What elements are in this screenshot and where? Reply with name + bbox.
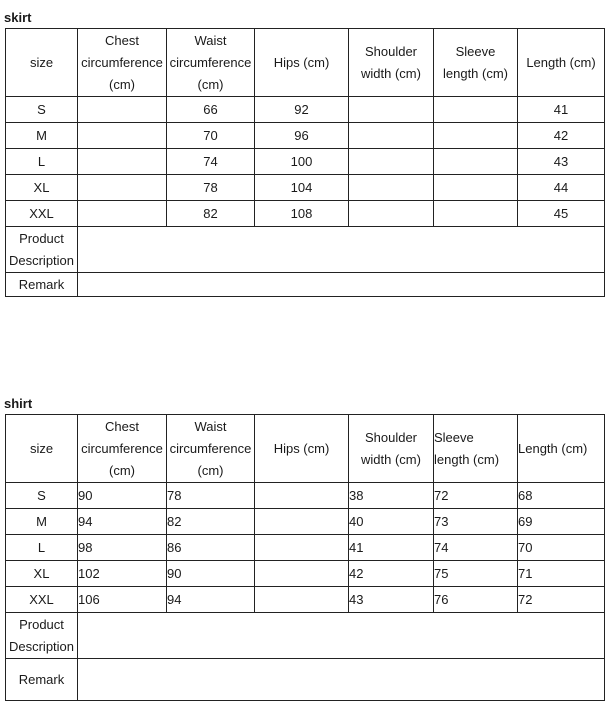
cell-waist: 94 bbox=[167, 587, 255, 613]
header-waist-line3: (cm) bbox=[197, 462, 224, 478]
table-row bbox=[6, 587, 605, 613]
cell-length: 44 bbox=[518, 175, 605, 201]
cell-sleeve bbox=[434, 123, 518, 149]
cell-shoulder bbox=[349, 175, 434, 201]
cell-size: XL bbox=[6, 561, 78, 587]
header-shoulder bbox=[349, 415, 434, 483]
table-row bbox=[6, 509, 605, 535]
cell-chest: 106 bbox=[78, 587, 167, 613]
cell-sleeve: 74 bbox=[434, 535, 518, 561]
skirt-size-table bbox=[5, 28, 605, 297]
header-chest-line2: circumference bbox=[81, 54, 163, 70]
header-hips: Hips (cm) bbox=[255, 415, 349, 483]
cell-shoulder bbox=[349, 123, 434, 149]
table-row bbox=[6, 535, 605, 561]
header-shoulder bbox=[349, 29, 434, 97]
cell-shoulder bbox=[349, 201, 434, 227]
cell-hips bbox=[255, 535, 349, 561]
header-chest-line2: circumference bbox=[81, 440, 163, 456]
product-description-label-line2: Description bbox=[8, 252, 75, 268]
remark-label: Remark bbox=[6, 659, 78, 701]
cell-shoulder: 38 bbox=[349, 483, 434, 509]
cell-chest: 102 bbox=[78, 561, 167, 587]
table-row bbox=[6, 149, 605, 175]
cell-length: 41 bbox=[518, 97, 605, 123]
header-waist-line1: Waist bbox=[194, 32, 227, 48]
header-sleeve bbox=[434, 29, 518, 97]
cell-chest bbox=[78, 97, 167, 123]
cell-size: M bbox=[6, 509, 78, 535]
cell-sleeve: 76 bbox=[434, 587, 518, 613]
cell-chest bbox=[78, 175, 167, 201]
table-row bbox=[6, 483, 605, 509]
cell-length: 45 bbox=[518, 201, 605, 227]
cell-waist: 66 bbox=[167, 97, 255, 123]
table-row bbox=[6, 561, 605, 587]
remark-value bbox=[78, 659, 605, 701]
cell-size: M bbox=[6, 123, 78, 149]
header-chest bbox=[78, 29, 167, 97]
cell-waist: 82 bbox=[167, 201, 255, 227]
product-description-label bbox=[6, 613, 78, 659]
cell-hips: 96 bbox=[255, 123, 349, 149]
cell-length: 69 bbox=[518, 509, 605, 535]
header-hips: Hips (cm) bbox=[255, 29, 349, 97]
skirt-section-title: skirt bbox=[4, 10, 32, 25]
header-shoulder-line1: Shoulder bbox=[364, 43, 418, 59]
header-waist bbox=[167, 415, 255, 483]
header-sleeve-line2: length (cm) bbox=[442, 65, 509, 81]
cell-chest: 90 bbox=[78, 483, 167, 509]
remark-row bbox=[6, 659, 605, 701]
cell-hips: 104 bbox=[255, 175, 349, 201]
cell-length: 42 bbox=[518, 123, 605, 149]
cell-hips bbox=[255, 561, 349, 587]
header-chest-line1: Chest bbox=[105, 32, 139, 48]
cell-size: XXL bbox=[6, 201, 78, 227]
header-sleeve-line2: length (cm) bbox=[434, 451, 500, 467]
cell-hips: 92 bbox=[255, 97, 349, 123]
cell-hips: 100 bbox=[255, 149, 349, 175]
cell-hips bbox=[255, 509, 349, 535]
remark-label: Remark bbox=[6, 273, 78, 297]
header-chest-line1: Chest bbox=[105, 418, 139, 434]
header-chest bbox=[78, 415, 167, 483]
product-description-label-line1: Product bbox=[19, 230, 64, 246]
remark-value bbox=[78, 273, 605, 297]
header-waist-line2: circumference bbox=[169, 54, 252, 70]
cell-shoulder: 43 bbox=[349, 587, 434, 613]
product-description-row bbox=[6, 227, 605, 273]
cell-waist: 74 bbox=[167, 149, 255, 175]
remark-row bbox=[6, 273, 605, 297]
cell-shoulder: 41 bbox=[349, 535, 434, 561]
cell-size: S bbox=[6, 97, 78, 123]
product-description-row bbox=[6, 613, 605, 659]
cell-hips bbox=[255, 587, 349, 613]
cell-sleeve bbox=[434, 149, 518, 175]
cell-chest bbox=[78, 123, 167, 149]
product-description-value bbox=[78, 613, 605, 659]
header-shoulder-line1: Shoulder bbox=[364, 429, 418, 445]
cell-length: 68 bbox=[518, 483, 605, 509]
product-description-value bbox=[78, 227, 605, 273]
cell-length: 71 bbox=[518, 561, 605, 587]
header-length: Length (cm) bbox=[518, 415, 605, 483]
shirt-section-title: shirt bbox=[4, 396, 33, 411]
cell-waist: 78 bbox=[167, 483, 255, 509]
cell-shoulder bbox=[349, 149, 434, 175]
header-size: size bbox=[6, 415, 78, 483]
table-row bbox=[6, 201, 605, 227]
header-waist-line1: Waist bbox=[194, 418, 227, 434]
header-size: size bbox=[6, 29, 78, 97]
cell-waist: 78 bbox=[167, 175, 255, 201]
header-waist-line2: circumference bbox=[169, 440, 252, 456]
cell-size: S bbox=[6, 483, 78, 509]
cell-length: 43 bbox=[518, 149, 605, 175]
table-row bbox=[6, 123, 605, 149]
table-header-row bbox=[6, 29, 605, 97]
cell-sleeve: 75 bbox=[434, 561, 518, 587]
cell-chest: 98 bbox=[78, 535, 167, 561]
product-description-label bbox=[6, 227, 78, 273]
header-shoulder-line2: width (cm) bbox=[361, 451, 421, 467]
cell-chest bbox=[78, 149, 167, 175]
cell-chest: 94 bbox=[78, 509, 167, 535]
cell-shoulder: 40 bbox=[349, 509, 434, 535]
cell-sleeve: 72 bbox=[434, 483, 518, 509]
shirt-size-table bbox=[5, 414, 605, 701]
cell-waist: 82 bbox=[167, 509, 255, 535]
table-row bbox=[6, 175, 605, 201]
cell-waist: 86 bbox=[167, 535, 255, 561]
header-length: Length (cm) bbox=[518, 29, 605, 97]
cell-size: L bbox=[6, 149, 78, 175]
cell-size: L bbox=[6, 535, 78, 561]
cell-sleeve: 73 bbox=[434, 509, 518, 535]
cell-hips bbox=[255, 483, 349, 509]
header-sleeve-line1: Sleeve bbox=[434, 429, 474, 445]
table-header-row bbox=[6, 415, 605, 483]
cell-chest bbox=[78, 201, 167, 227]
header-shoulder-line2: width (cm) bbox=[361, 65, 421, 81]
cell-waist: 70 bbox=[167, 123, 255, 149]
cell-sleeve bbox=[434, 175, 518, 201]
header-sleeve bbox=[434, 415, 518, 483]
header-waist-line3: (cm) bbox=[197, 76, 224, 92]
cell-size: XXL bbox=[6, 587, 78, 613]
cell-size: XL bbox=[6, 175, 78, 201]
cell-length: 72 bbox=[518, 587, 605, 613]
cell-hips: 108 bbox=[255, 201, 349, 227]
cell-waist: 90 bbox=[167, 561, 255, 587]
cell-shoulder: 42 bbox=[349, 561, 434, 587]
header-chest-line3: (cm) bbox=[109, 76, 135, 92]
cell-shoulder bbox=[349, 97, 434, 123]
product-description-label-line1: Product bbox=[19, 616, 64, 632]
cell-sleeve bbox=[434, 97, 518, 123]
header-sleeve-line1: Sleeve bbox=[455, 43, 496, 59]
cell-length: 70 bbox=[518, 535, 605, 561]
header-waist bbox=[167, 29, 255, 97]
cell-sleeve bbox=[434, 201, 518, 227]
header-chest-line3: (cm) bbox=[109, 462, 135, 478]
product-description-label-line2: Description bbox=[8, 638, 75, 654]
table-row bbox=[6, 97, 605, 123]
